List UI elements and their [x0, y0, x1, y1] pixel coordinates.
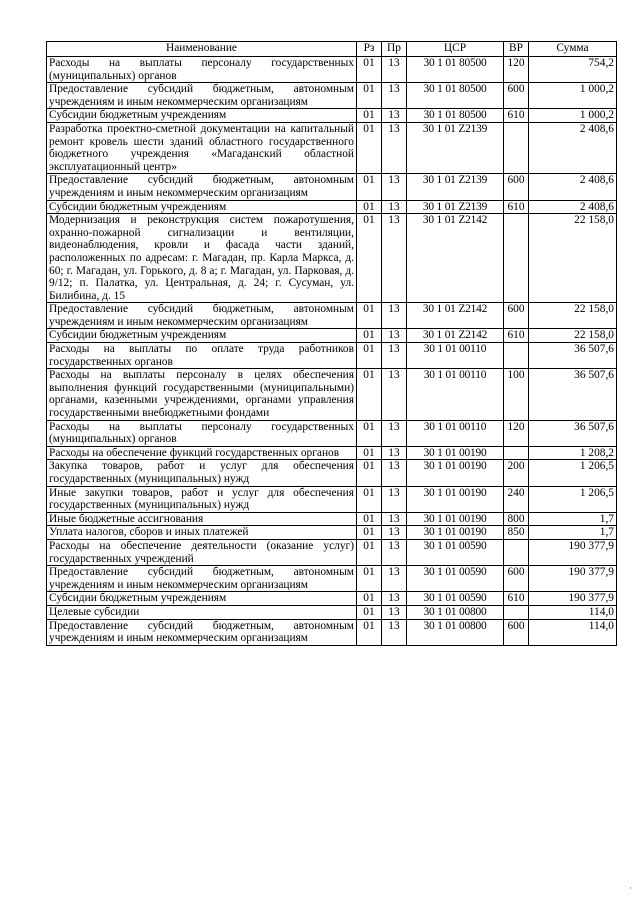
- cell-sum: 36 507,6: [529, 369, 617, 420]
- cell-pr: 13: [382, 83, 407, 109]
- cell-pr: 13: [382, 526, 407, 540]
- cell-vr: 200: [504, 460, 529, 486]
- cell-sum: 22 158,0: [529, 214, 617, 303]
- cell-csr: 30 1 01 00110: [407, 369, 504, 420]
- cell-pr: 13: [382, 486, 407, 512]
- cell-csr: 30 1 01 Z2142: [407, 303, 504, 329]
- cell-vr: 610: [504, 109, 529, 123]
- table-header: [47, 42, 617, 57]
- cell-sum: 1 000,2: [529, 83, 617, 109]
- cell-vr: 600: [504, 174, 529, 200]
- cell-vr: 120: [504, 420, 529, 446]
- cell-csr: 30 1 01 00110: [407, 343, 504, 369]
- cell-rz: 01: [357, 303, 382, 329]
- table-row: [47, 526, 617, 540]
- cell-name: Расходы на обеспечение функций государственных органов: [47, 446, 357, 460]
- cell-name: Расходы на выплаты персоналу государственных (муниципальных) органов: [47, 420, 357, 446]
- table-row: [47, 343, 617, 369]
- cell-csr: 30 1 01 Z2139: [407, 122, 504, 173]
- cell-name: Разработка проектно-сметной документации на капитальный ремонт кровель шести зданий областного государственного бюджетного учреждения «Магаданский областной эксплуатационный центр»: [47, 122, 357, 173]
- cell-rz: 01: [357, 122, 382, 173]
- table-row: [47, 303, 617, 329]
- cell-sum: 754,2: [529, 57, 617, 83]
- cell-pr: 13: [382, 592, 407, 606]
- cell-vr: [504, 343, 529, 369]
- cell-sum: 1 000,2: [529, 109, 617, 123]
- cell-sum: 2 408,6: [529, 122, 617, 173]
- cell-pr: 13: [382, 420, 407, 446]
- cell-name: Иные бюджетные ассигнования: [47, 512, 357, 526]
- table-row: [47, 486, 617, 512]
- cell-rz: 01: [357, 174, 382, 200]
- cell-rz: 01: [357, 605, 382, 619]
- cell-csr: 30 1 01 Z2139: [407, 200, 504, 214]
- cell-vr: [504, 122, 529, 173]
- cell-csr: 30 1 01 80500: [407, 57, 504, 83]
- table-row: [47, 566, 617, 592]
- cell-rz: 01: [357, 619, 382, 645]
- header-pr: Пр: [382, 42, 407, 57]
- cell-csr: 30 1 01 80500: [407, 83, 504, 109]
- cell-rz: 01: [357, 512, 382, 526]
- header-vr: ВР: [504, 42, 529, 57]
- cell-rz: 01: [357, 486, 382, 512]
- cell-vr: 800: [504, 512, 529, 526]
- cell-pr: 13: [382, 329, 407, 343]
- table-row: [47, 420, 617, 446]
- cell-rz: 01: [357, 200, 382, 214]
- cell-pr: 13: [382, 214, 407, 303]
- cell-vr: 610: [504, 200, 529, 214]
- cell-csr: 30 1 01 Z2139: [407, 174, 504, 200]
- cell-pr: 13: [382, 122, 407, 173]
- header-row: [47, 42, 617, 57]
- cell-name: Субсидии бюджетным учреждениям: [47, 329, 357, 343]
- cell-vr: 100: [504, 369, 529, 420]
- cell-name: Предоставление субсидий бюджетным, автономным учреждениям и иным некоммерческим организациям: [47, 619, 357, 645]
- table-row: [47, 539, 617, 565]
- cell-vr: 600: [504, 619, 529, 645]
- cell-rz: 01: [357, 83, 382, 109]
- table-row: [47, 109, 617, 123]
- cell-sum: 190 377,9: [529, 566, 617, 592]
- cell-name: Предоставление субсидий бюджетным, автономным учреждениям и иным некоммерческим организациям: [47, 566, 357, 592]
- table-row: [47, 214, 617, 303]
- cell-rz: 01: [357, 539, 382, 565]
- cell-rz: 01: [357, 566, 382, 592]
- cell-sum: 1 206,5: [529, 460, 617, 486]
- cell-pr: 13: [382, 512, 407, 526]
- cell-csr: 30 1 01 00590: [407, 566, 504, 592]
- cell-csr: 30 1 01 00190: [407, 512, 504, 526]
- cell-name: Субсидии бюджетным учреждениям: [47, 200, 357, 214]
- cell-rz: 01: [357, 526, 382, 540]
- cell-vr: 610: [504, 329, 529, 343]
- cell-sum: 114,0: [529, 619, 617, 645]
- margin-mark: ·: [629, 884, 632, 894]
- table-row: [47, 592, 617, 606]
- cell-rz: 01: [357, 343, 382, 369]
- cell-vr: [504, 214, 529, 303]
- cell-rz: 01: [357, 329, 382, 343]
- cell-name: Предоставление субсидий бюджетным, автономным учреждениям и иным некоммерческим организациям: [47, 83, 357, 109]
- cell-sum: 190 377,9: [529, 592, 617, 606]
- table-body: [47, 57, 617, 646]
- cell-vr: [504, 446, 529, 460]
- cell-csr: 30 1 01 00590: [407, 539, 504, 565]
- cell-vr: 850: [504, 526, 529, 540]
- cell-rz: 01: [357, 369, 382, 420]
- cell-vr: 600: [504, 303, 529, 329]
- table-row: [47, 460, 617, 486]
- cell-vr: 600: [504, 83, 529, 109]
- cell-name: Модернизация и реконструкция систем пожаротушения, охранно-пожарной сигнализации и вентиляции, видеонаблюдения, кровли и фасада части зданий, расположенных по адресам: г. Магадан, пр. Карла Маркса, д. 60; г. Магадан, ул. Горького, д. 8 а; г. Магадан, ул. Парковая, д. 9/12; п. Палатка, ул. Центральная, д. 24; г. Сусуман, ул. Билибина, д. 15: [47, 214, 357, 303]
- table-row: [47, 512, 617, 526]
- header-rz: Рз: [357, 42, 382, 57]
- cell-rz: 01: [357, 214, 382, 303]
- cell-csr: 30 1 01 Z2142: [407, 329, 504, 343]
- table-row: [47, 605, 617, 619]
- cell-name: Уплата налогов, сборов и иных платежей: [47, 526, 357, 540]
- table-row: [47, 200, 617, 214]
- cell-csr: 30 1 01 00190: [407, 526, 504, 540]
- cell-vr: [504, 605, 529, 619]
- cell-name: Расходы на выплаты по оплате труда работников государственных органов: [47, 343, 357, 369]
- cell-rz: 01: [357, 592, 382, 606]
- table-row: [47, 122, 617, 173]
- cell-name: Целевые субсидии: [47, 605, 357, 619]
- cell-csr: 30 1 01 00190: [407, 460, 504, 486]
- cell-sum: 1 208,2: [529, 446, 617, 460]
- cell-pr: 13: [382, 174, 407, 200]
- header-csr: ЦСР: [407, 42, 504, 57]
- cell-name: Расходы на обеспечение деятельности (оказание услуг) государственных учреждений: [47, 539, 357, 565]
- cell-sum: 2 408,6: [529, 200, 617, 214]
- table-row: [47, 329, 617, 343]
- cell-sum: 190 377,9: [529, 539, 617, 565]
- cell-sum: 1 206,5: [529, 486, 617, 512]
- cell-csr: 30 1 01 Z2142: [407, 214, 504, 303]
- cell-vr: [504, 539, 529, 565]
- cell-rz: 01: [357, 57, 382, 83]
- cell-csr: 30 1 01 00590: [407, 592, 504, 606]
- header-name: Наименование: [47, 42, 357, 57]
- table-row: [47, 369, 617, 420]
- cell-csr: 30 1 01 00800: [407, 619, 504, 645]
- cell-name: Закупка товаров, работ и услуг для обеспечения государственных (муниципальных) нужд: [47, 460, 357, 486]
- cell-rz: 01: [357, 420, 382, 446]
- cell-pr: 13: [382, 109, 407, 123]
- table-row: [47, 619, 617, 645]
- cell-sum: 36 507,6: [529, 420, 617, 446]
- cell-pr: 13: [382, 566, 407, 592]
- cell-name: Иные закупки товаров, работ и услуг для обеспечения государственных (муниципальных) нужд: [47, 486, 357, 512]
- cell-pr: 13: [382, 303, 407, 329]
- cell-rz: 01: [357, 460, 382, 486]
- cell-csr: 30 1 01 00800: [407, 605, 504, 619]
- cell-pr: 13: [382, 57, 407, 83]
- cell-pr: 13: [382, 369, 407, 420]
- cell-pr: 13: [382, 539, 407, 565]
- cell-sum: 22 158,0: [529, 303, 617, 329]
- cell-name: Субсидии бюджетным учреждениям: [47, 109, 357, 123]
- cell-sum: 22 158,0: [529, 329, 617, 343]
- cell-rz: 01: [357, 109, 382, 123]
- cell-rz: 01: [357, 446, 382, 460]
- table-row: [47, 446, 617, 460]
- cell-sum: 1,7: [529, 526, 617, 540]
- cell-pr: 13: [382, 619, 407, 645]
- cell-name: Субсидии бюджетным учреждениям: [47, 592, 357, 606]
- cell-sum: 114,0: [529, 605, 617, 619]
- cell-sum: 2 408,6: [529, 174, 617, 200]
- table-row: [47, 57, 617, 83]
- cell-pr: 13: [382, 446, 407, 460]
- cell-csr: 30 1 01 80500: [407, 109, 504, 123]
- cell-csr: 30 1 01 00190: [407, 446, 504, 460]
- cell-vr: 120: [504, 57, 529, 83]
- cell-vr: 610: [504, 592, 529, 606]
- cell-name: Расходы на выплаты персоналу государственных (муниципальных) органов: [47, 57, 357, 83]
- cell-csr: 30 1 01 00190: [407, 486, 504, 512]
- cell-pr: 13: [382, 343, 407, 369]
- cell-name: Расходы на выплаты персоналу в целях обеспечения выполнения функций государственными (муниципальными) органами, казенными учреждениями, органами управления государственными внебюджетными фондами: [47, 369, 357, 420]
- header-sum: Сумма: [529, 42, 617, 57]
- cell-pr: 13: [382, 460, 407, 486]
- table-row: [47, 174, 617, 200]
- budget-table: [46, 41, 617, 646]
- cell-name: Предоставление субсидий бюджетным, автономным учреждениям и иным некоммерческим организациям: [47, 303, 357, 329]
- cell-sum: 36 507,6: [529, 343, 617, 369]
- table-row: [47, 83, 617, 109]
- cell-name: Предоставление субсидий бюджетным, автономным учреждениям и иным некоммерческим организациям: [47, 174, 357, 200]
- cell-pr: 13: [382, 605, 407, 619]
- cell-vr: 240: [504, 486, 529, 512]
- cell-vr: 600: [504, 566, 529, 592]
- cell-csr: 30 1 01 00110: [407, 420, 504, 446]
- cell-pr: 13: [382, 200, 407, 214]
- cell-sum: 1,7: [529, 512, 617, 526]
